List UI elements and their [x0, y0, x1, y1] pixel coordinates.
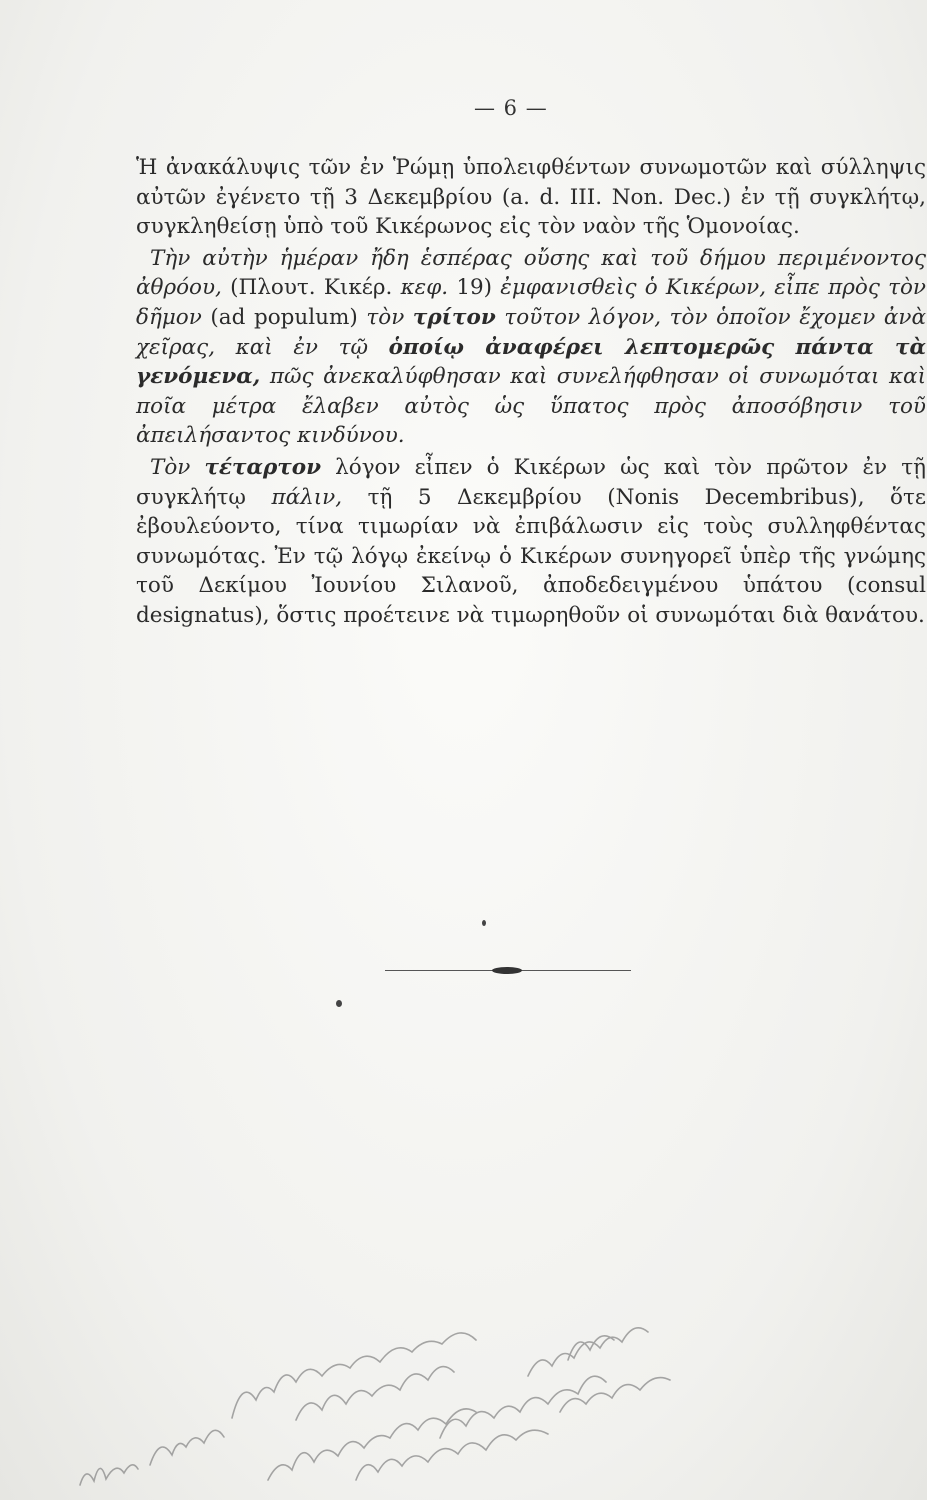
divider-ornament [492, 967, 522, 974]
ink-speck [482, 920, 486, 926]
paragraph-3 [136, 453, 926, 631]
ink-speck [336, 1000, 342, 1007]
text-segment: (ad populum) [201, 304, 367, 330]
text-segment: πῶς ἀνεκαλύφθησαν καὶ συνελήφθησαν οἱ συνωμόται καὶ ποῖα μέτρα ἔλαβεν αὐτὸς ὡς ὕπατος πρὸς ἀποσόβησιν τοῦ ἀπειλήσαντος κινδύνου. [136, 364, 926, 449]
text-segment: (Πλουτ. Κικέρ. [221, 275, 401, 301]
text-segment: ἐμφανισθεὶς ὁ Κικέρων, εἶπε πρὸς τὸν δῆμον [136, 275, 926, 330]
text-segment: Τὸν [150, 454, 205, 480]
text-segment: τρίτον [412, 304, 496, 330]
body-text [136, 153, 926, 631]
text-segment: πάλιν, [271, 484, 343, 510]
text-segment: τὸν [366, 304, 413, 330]
text-segment: Τὴν αὐτὴν ἡμέραν ἤδη ἑσπέρας οὔσης καὶ τοῦ δήμου περιμένοντος ἀθρόου, [136, 245, 926, 301]
text-segment: κεφ. [400, 275, 449, 301]
text-segment: τῇ 5 Δεκεμβρίου (Nonis Decembribus), ὅτε ἐβουλεύοντο, τίνα τιμωρίαν νὰ ἐπιβάλωσιν εἰς τοὺς συλληφθέντας συνωμότας. Ἐν τῷ λόγῳ ἐκείνῳ ὁ Κικέρων συνηγορεῖ ὑπὲρ τῆς γνώμης τοῦ Δεκίμου Ἰουνίου Σιλανοῦ, ἀποδεδειγμένου ὑπάτου (consul designatus), ὅστις προέτεινε νὰ τιμωρηθοῦν οἱ συνωμόται διὰ θανάτου. [136, 484, 926, 628]
text-segment: Ἡ ἀνακάλυψις τῶν ἐν Ῥώμῃ ὑπολειφθέντων συνωμοτῶν καὶ σύλληψις αὐτῶν ἐγένετο τῇ 3 Δεκεμβρίου (a. d. III. Non. Dec.) ἐν τῇ συγκλήτῳ, συγκληθείσῃ ὑπὸ τοῦ Κικέρωνος εἰς τὸν ναὸν τῆς Ὁμονοίας. [136, 155, 926, 240]
text-segment: ὁποίῳ ἀναφέρει λεπτομερῶς πάντα τὰ γενόμενα, [136, 334, 926, 390]
page-number: — 6 — [474, 96, 548, 120]
text-segment: τέταρτον [204, 454, 322, 480]
paragraph-2 [136, 244, 926, 451]
text-segment: 19) [448, 275, 501, 301]
paragraph-1 [136, 153, 926, 242]
text-segment: λόγον εἶπεν ὁ Κικέρων ὡς καὶ τὸν πρῶτον ἐν τῇ συγκλήτῳ [136, 454, 926, 510]
text-segment: τοῦτον λόγον, τὸν ὁποῖον ἔχομεν ἀνὰ χεῖρας, καὶ ἐν τῷ [136, 304, 926, 360]
pencil-handwriting-scribbles [0, 1180, 927, 1500]
